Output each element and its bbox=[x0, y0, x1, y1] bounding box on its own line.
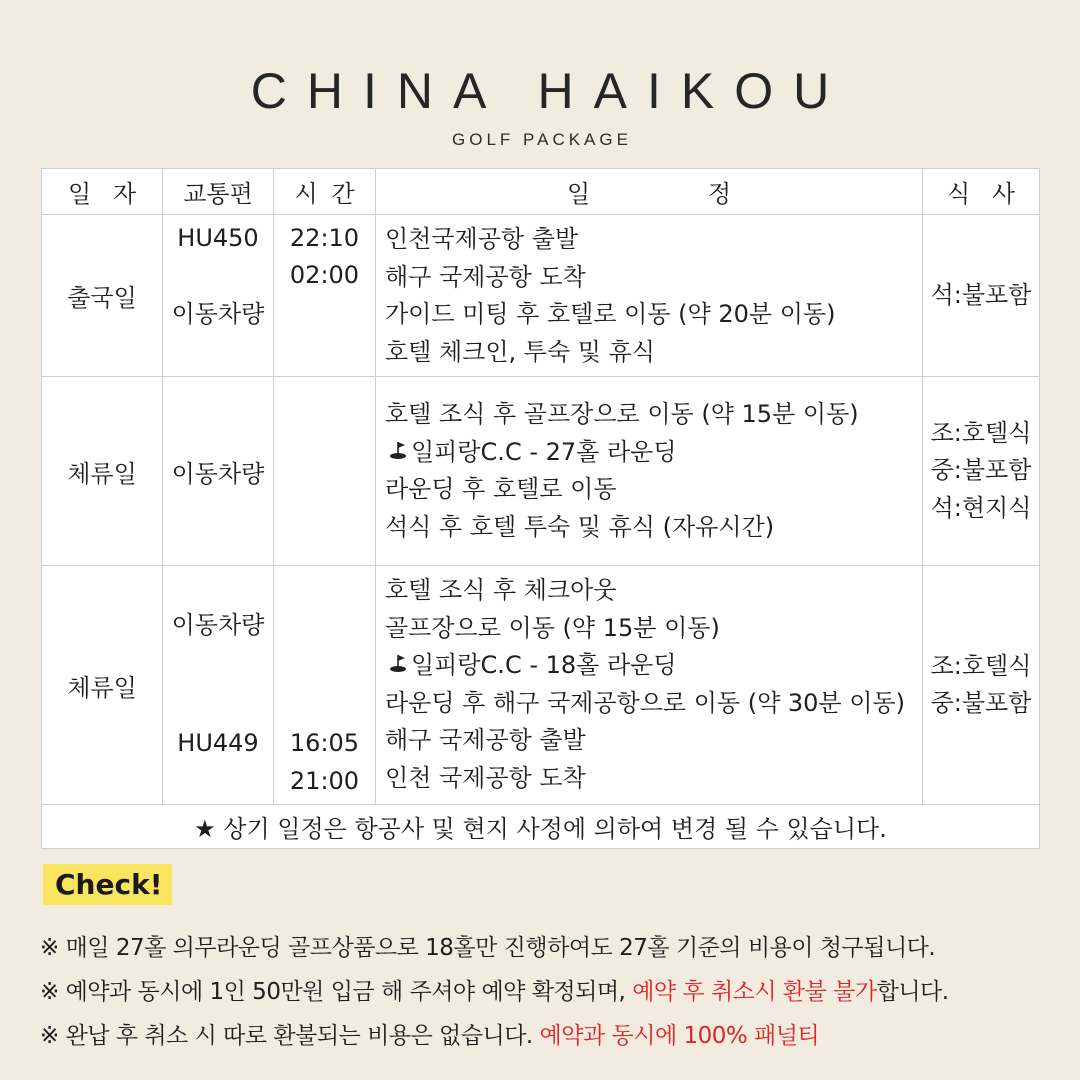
day-cell: 체류일 bbox=[42, 566, 163, 805]
time-cell bbox=[274, 566, 376, 805]
schedule-line-golf bbox=[385, 647, 922, 685]
time-cell bbox=[274, 377, 376, 566]
table-row bbox=[42, 566, 1040, 805]
departure-time: 16:05 bbox=[289, 728, 360, 757]
header-transport: 교통편 bbox=[163, 169, 274, 215]
schedule-line: 해구 국제공항 도착 bbox=[385, 262, 586, 291]
note-text: 예약과 동시에 1인 50만원 입금 해 주셔야 예약 확정되며, bbox=[65, 979, 633, 1005]
header-meals: 식 사 bbox=[923, 169, 1040, 215]
transport-cell bbox=[163, 215, 274, 377]
schedule-line: 가이드 미팅 후 호텔로 이동 (약 20분 이동) bbox=[385, 300, 836, 328]
flight-number: HU450 bbox=[177, 223, 259, 252]
meal-line: 석:불포함 bbox=[930, 280, 1032, 309]
note-item bbox=[40, 928, 1040, 972]
meal-line: 조:호텔식 bbox=[930, 418, 1032, 447]
schedule-cell bbox=[376, 377, 923, 566]
note-warning: 예약 후 취소시 환불 불가 bbox=[632, 979, 877, 1005]
schedule-cell bbox=[376, 566, 923, 805]
table-row bbox=[42, 377, 1040, 566]
vehicle-label: 이동차량 bbox=[171, 610, 265, 639]
schedule-line: 호텔 조식 후 체크아웃 bbox=[385, 576, 617, 604]
check-label: Check! bbox=[43, 864, 172, 905]
notes-list bbox=[40, 928, 1040, 1060]
flight-number: HU449 bbox=[177, 728, 259, 757]
arrival-time: 02:00 bbox=[289, 260, 360, 289]
note-text: 매일 27홀 의무라운딩 골프상품으로 18홀만 진행하여도 27홀 기준의 비용이 청구됩니다. bbox=[65, 935, 936, 961]
meals-cell bbox=[923, 215, 1040, 377]
time-cell bbox=[274, 215, 376, 377]
golf-flag-icon bbox=[385, 647, 411, 685]
arrival-time: 21:00 bbox=[289, 766, 360, 795]
note-tail: 합니다. bbox=[876, 979, 949, 1005]
schedule-line: 인천국제공항 출발 bbox=[385, 225, 579, 253]
schedule-line-golf bbox=[385, 434, 922, 472]
table-header-row bbox=[42, 169, 1040, 215]
schedule-line: 골프장으로 이동 (약 15분 이동) bbox=[385, 613, 720, 642]
schedule-cell bbox=[376, 215, 923, 377]
note-text: 완납 후 취소 시 따로 환불되는 비용은 없습니다. bbox=[65, 1023, 540, 1049]
header-time: 시 간 bbox=[274, 169, 376, 215]
meals-cell bbox=[923, 566, 1040, 805]
golf-round-text: 일피랑C.C - 27홀 라운딩 bbox=[411, 437, 677, 466]
meal-line: 석:현지식 bbox=[930, 493, 1032, 522]
schedule-line: 호텔 체크인, 투숙 및 휴식 bbox=[385, 337, 655, 366]
golf-flag-icon bbox=[385, 434, 411, 472]
note-mark: ※ bbox=[40, 979, 59, 1005]
schedule-line: 호텔 조식 후 골프장으로 이동 (약 15분 이동) bbox=[385, 400, 859, 428]
header-day: 일 자 bbox=[42, 169, 163, 215]
notice-row bbox=[42, 805, 1040, 849]
schedule-line: 라운딩 후 호텔로 이동 bbox=[385, 475, 617, 503]
header-schedule: 일 정 bbox=[376, 169, 923, 215]
schedule-line: 해구 국제공항 출발 bbox=[385, 726, 586, 754]
page-subtitle: GOLF PACKAGE bbox=[452, 130, 632, 149]
itinerary-table bbox=[41, 168, 1040, 849]
meal-line: 중:불포함 bbox=[930, 689, 1032, 717]
note-item bbox=[40, 1016, 1040, 1060]
meal-line: 중:불포함 bbox=[930, 456, 1032, 485]
note-mark: ※ bbox=[40, 1023, 59, 1049]
page-title: CHINA HAIKOU bbox=[250, 63, 850, 119]
note-warning: 예약과 동시에 100% 패널티 bbox=[539, 1023, 820, 1049]
meals-cell bbox=[923, 377, 1040, 566]
day-cell: 출국일 bbox=[42, 215, 163, 377]
transport-cell bbox=[163, 566, 274, 805]
meal-line: 조:호텔식 bbox=[930, 651, 1032, 680]
note-item bbox=[40, 972, 1040, 1016]
schedule-line: 석식 후 호텔 투숙 및 휴식 (자유시간) bbox=[385, 512, 775, 541]
note-mark: ※ bbox=[40, 935, 59, 961]
day-cell: 체류일 bbox=[42, 377, 163, 566]
schedule-line: 라운딩 후 해구 국제공항으로 이동 (약 30분 이동) bbox=[385, 688, 905, 717]
golf-round-text: 일피랑C.C - 18홀 라운딩 bbox=[411, 651, 677, 679]
table-row bbox=[42, 215, 1040, 377]
departure-time: 22:10 bbox=[289, 223, 360, 252]
transport-cell: 이동차량 bbox=[163, 377, 274, 566]
vehicle-label: 이동차량 bbox=[171, 299, 265, 328]
schedule-line: 인천 국제공항 도착 bbox=[385, 763, 586, 792]
schedule-notice: ★ 상기 일정은 항공사 및 현지 사정에 의하여 변경 될 수 있습니다. bbox=[42, 805, 1040, 849]
